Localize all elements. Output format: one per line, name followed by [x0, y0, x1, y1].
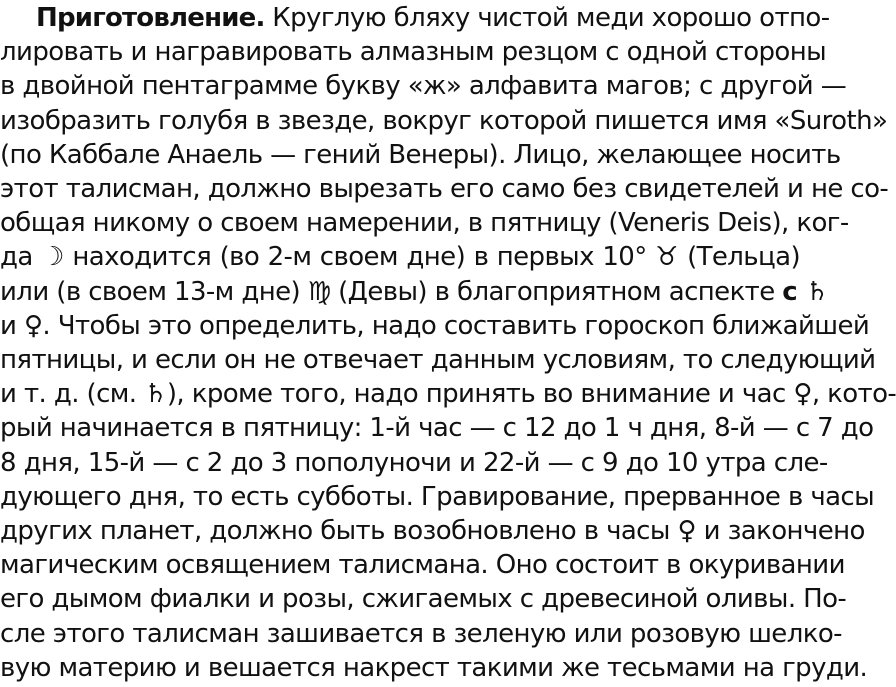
text-line [0, 513, 865, 549]
text-line [0, 376, 896, 412]
astrological-symbol: ♄ [805, 276, 829, 307]
text-line [0, 137, 841, 173]
text-segment: и [0, 310, 24, 341]
astrological-symbol: ♉ [655, 242, 679, 273]
text-segment: да [0, 242, 42, 273]
text-segment: (по Каббале Анаель — гений Венеры). Лицо, желающее носить [0, 139, 841, 170]
text-segment: Круглую бляху чистой меди хорошо отпо- [272, 3, 830, 33]
text-segment: его дымом фиалки и розы, сжигаемых с древесиной оливы. По- [0, 584, 847, 615]
text-segment: магическим освящением талисмана. Оно состоит в окуривании [0, 550, 845, 581]
text-segment: или (в своем 13-м дне) [0, 276, 308, 307]
section-heading: Приготовление. [36, 3, 265, 33]
astrological-symbol: ♍ [307, 276, 331, 307]
text-segment: лировать и награвировать алмазным резцом с одной стороны [0, 37, 827, 68]
text-segment: 8 дня, 15-й — с 2 до 3 пополуночи и 22-й — с 9 до 10 утра сле- [0, 447, 828, 478]
text-segment: других планет, должно быть возобновлено в часы [0, 516, 678, 546]
text-segment: с [782, 276, 806, 307]
text-line [0, 34, 827, 70]
text-segment: сле этого талисман зашивается в зеленую или розовую шелко- [0, 618, 842, 649]
text-segment: находится (во 2-м своем дне) в первых 10° [63, 242, 656, 273]
text-line [0, 650, 868, 686]
text-line [0, 103, 888, 139]
text-line [0, 547, 845, 583]
text-segment: общая никому о своем намерении, в пятницу (Veneris Deis), ког- [0, 208, 849, 239]
text-segment: изобразить голубя в звезде, вокруг которой пишется имя «Suroth» [0, 105, 888, 136]
text-segment: (Тельца) [678, 242, 801, 273]
astrological-symbol: ♀ [793, 379, 812, 410]
text-line [0, 0, 830, 36]
text-segment: в двойной пентаграмме букву «ж» алфавита магов; с другой — [0, 71, 847, 102]
text-segment: и закончено [695, 516, 865, 546]
text-segment: вую материю и вешается накрест такими же тесьмами на груди. [0, 652, 868, 683]
astrological-symbol: ☽ [41, 242, 64, 273]
text-line [0, 479, 875, 515]
text-line [0, 239, 800, 275]
text-line [0, 445, 828, 481]
text-line [0, 171, 889, 207]
astrological-symbol: ♀ [23, 310, 43, 341]
text-line [0, 308, 870, 344]
text-segment: и т. д. (см. [0, 379, 145, 410]
astrological-symbol: ♀ [677, 516, 696, 546]
text-segment: ), кроме того, надо принять во внимание и час [166, 379, 794, 410]
text-line [0, 205, 849, 241]
text-segment: пятницы, и если он не отвечает данным условиям, то следующий [0, 345, 876, 375]
text-segment: рый начинается в пятницу: 1-й час — с 12 до 1 ч дня, 8-й — с 7 до [0, 413, 874, 444]
text-line [0, 581, 847, 617]
text-segment: , кото- [811, 379, 896, 410]
text-line [0, 616, 842, 652]
astrological-symbol: ♄ [144, 379, 167, 410]
text-line [0, 68, 847, 104]
text-line [0, 274, 829, 310]
text-segment: дующего дня, то есть субботы. Гравирование, прерванное в часы [0, 481, 875, 512]
text-line [0, 342, 876, 378]
text-line [0, 410, 874, 446]
text-segment: (Девы) в благоприятном аспекте [330, 276, 783, 307]
text-segment: этот талисман, должно вырезать его само без свидетелей и не со- [0, 174, 889, 204]
text-segment: . Чтобы это определить, надо составить гороскоп ближайшей [42, 310, 870, 341]
